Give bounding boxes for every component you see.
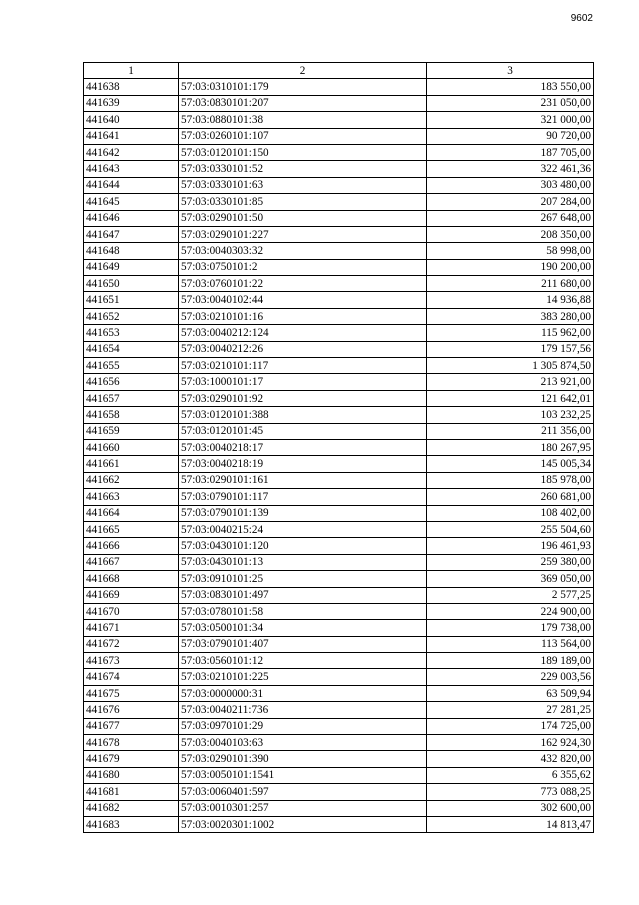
row-number-cell: 441653 [84, 325, 179, 341]
table-row [84, 669, 594, 685]
table-row [84, 685, 594, 701]
cadastral-number-cell: 57:03:0790101:407 [179, 636, 427, 652]
row-number-cell: 441646 [84, 210, 179, 226]
cadastral-number-cell: 57:03:0210101:117 [179, 358, 427, 374]
cadastral-number-cell: 57:03:0040303:32 [179, 243, 427, 259]
cadastral-number-cell: 57:03:0880101:38 [179, 112, 427, 128]
table-row [84, 325, 594, 341]
cadastral-number-cell: 57:03:0330101:85 [179, 194, 427, 210]
row-number-cell: 441642 [84, 144, 179, 160]
cadastral-value-cell: 103 232,25 [427, 407, 594, 423]
table-row [84, 718, 594, 734]
table-row [84, 177, 594, 193]
row-number-cell: 441682 [84, 800, 179, 816]
cadastral-value-cell: 1 305 874,50 [427, 358, 594, 374]
cadastral-number-cell: 57:03:0290101:390 [179, 751, 427, 767]
cadastral-value-cell: 322 461,36 [427, 161, 594, 177]
row-number-cell: 441662 [84, 472, 179, 488]
row-number-cell: 441650 [84, 276, 179, 292]
cadastral-value-cell: 183 550,00 [427, 79, 594, 95]
cadastral-value-cell: 90 720,00 [427, 128, 594, 144]
row-number-cell: 441667 [84, 554, 179, 570]
cadastral-value-cell: 321 000,00 [427, 112, 594, 128]
cadastral-value-cell: 108 402,00 [427, 505, 594, 521]
cadastral-value-cell: 6 355,62 [427, 767, 594, 783]
row-number-cell: 441680 [84, 767, 179, 783]
cadastral-number-cell: 57:03:0970101:29 [179, 718, 427, 734]
cadastral-value-cell: 260 681,00 [427, 489, 594, 505]
table-row [84, 554, 594, 570]
row-number-cell: 441673 [84, 653, 179, 669]
row-number-cell: 441655 [84, 358, 179, 374]
cadastral-number-cell: 57:03:0560101:12 [179, 653, 427, 669]
cadastral-value-cell: 121 642,01 [427, 390, 594, 406]
cadastral-value-cell: 58 998,00 [427, 243, 594, 259]
row-number-cell: 441659 [84, 423, 179, 439]
cadastral-number-cell: 57:03:0830101:207 [179, 95, 427, 111]
row-number-cell: 441672 [84, 636, 179, 652]
cadastral-value-cell: 259 380,00 [427, 554, 594, 570]
table-row [84, 341, 594, 357]
cadastral-value-cell: 162 924,30 [427, 735, 594, 751]
table-row [84, 276, 594, 292]
cadastral-number-cell: 57:03:0210101:16 [179, 308, 427, 324]
row-number-cell: 441681 [84, 784, 179, 800]
table-row [84, 767, 594, 783]
table-row [84, 308, 594, 324]
cadastral-value-cell: 229 003,56 [427, 669, 594, 685]
cadastral-number-cell: 57:03:0790101:139 [179, 505, 427, 521]
table-row [84, 636, 594, 652]
cadastral-number-cell: 57:03:0290101:92 [179, 390, 427, 406]
table-row [84, 505, 594, 521]
table-row [84, 243, 594, 259]
row-number-cell: 441658 [84, 407, 179, 423]
row-number-cell: 441641 [84, 128, 179, 144]
cadastral-number-cell: 57:03:0750101:2 [179, 259, 427, 275]
row-number-cell: 441676 [84, 702, 179, 718]
table-row [84, 390, 594, 406]
row-number-cell: 441645 [84, 194, 179, 210]
table-row [84, 603, 594, 619]
cadastral-number-cell: 57:03:0040218:19 [179, 456, 427, 472]
cadastral-number-cell: 57:03:0830101:497 [179, 587, 427, 603]
cadastral-value-cell: 208 350,00 [427, 226, 594, 242]
cadastral-number-cell: 57:03:0290101:50 [179, 210, 427, 226]
cadastral-value-cell: 174 725,00 [427, 718, 594, 734]
cadastral-number-cell: 57:03:0260101:107 [179, 128, 427, 144]
row-number-cell: 441677 [84, 718, 179, 734]
table-row [84, 79, 594, 95]
table-row [84, 735, 594, 751]
cadastral-number-cell: 57:03:1000101:17 [179, 374, 427, 390]
cadastral-number-cell: 57:03:0040103:63 [179, 735, 427, 751]
cadastral-value-cell: 189 189,00 [427, 653, 594, 669]
row-number-cell: 441644 [84, 177, 179, 193]
table-row [84, 292, 594, 308]
cadastral-number-cell: 57:03:0330101:63 [179, 177, 427, 193]
cadastral-value-cell: 185 978,00 [427, 472, 594, 488]
cadastral-number-cell: 57:03:0060401:597 [179, 784, 427, 800]
cadastral-value-cell: 115 962,00 [427, 325, 594, 341]
row-number-cell: 441678 [84, 735, 179, 751]
cadastral-value-cell: 187 705,00 [427, 144, 594, 160]
cadastral-number-cell: 57:03:0120101:150 [179, 144, 427, 160]
cadastral-value-cell: 2 577,25 [427, 587, 594, 603]
row-number-cell: 441638 [84, 79, 179, 95]
row-number-cell: 441643 [84, 161, 179, 177]
row-number-cell: 441648 [84, 243, 179, 259]
table-row [84, 95, 594, 111]
cadastral-value-cell: 231 050,00 [427, 95, 594, 111]
cadastral-value-table [83, 62, 594, 833]
cadastral-value-cell: 179 157,56 [427, 341, 594, 357]
row-number-cell: 441668 [84, 571, 179, 587]
table-row [84, 226, 594, 242]
cadastral-number-cell: 57:03:0210101:225 [179, 669, 427, 685]
row-number-cell: 441674 [84, 669, 179, 685]
table-row [84, 210, 594, 226]
table-row [84, 521, 594, 537]
table-row [84, 472, 594, 488]
cadastral-value-cell: 224 900,00 [427, 603, 594, 619]
cadastral-number-cell: 57:03:0000000:31 [179, 685, 427, 701]
cadastral-value-cell: 383 280,00 [427, 308, 594, 324]
row-number-cell: 441640 [84, 112, 179, 128]
cadastral-number-cell: 57:03:0330101:52 [179, 161, 427, 177]
table-row [84, 653, 594, 669]
row-number-cell: 441665 [84, 521, 179, 537]
cadastral-number-cell: 57:03:0120101:45 [179, 423, 427, 439]
column-header-2: 2 [179, 63, 427, 79]
row-number-cell: 441669 [84, 587, 179, 603]
row-number-cell: 441639 [84, 95, 179, 111]
cadastral-value-cell: 196 461,93 [427, 538, 594, 554]
row-number-cell: 441647 [84, 226, 179, 242]
cadastral-number-cell: 57:03:0310101:179 [179, 79, 427, 95]
row-number-cell: 441651 [84, 292, 179, 308]
cadastral-number-cell: 57:03:0120101:388 [179, 407, 427, 423]
page-number: 9602 [570, 13, 593, 24]
row-number-cell: 441664 [84, 505, 179, 521]
cadastral-number-cell: 57:03:0290101:161 [179, 472, 427, 488]
cadastral-value-cell: 211 356,00 [427, 423, 594, 439]
cadastral-number-cell: 57:03:0430101:120 [179, 538, 427, 554]
table-row [84, 489, 594, 505]
cadastral-number-cell: 57:03:0020301:1002 [179, 816, 427, 832]
table-row [84, 423, 594, 439]
table-row [84, 816, 594, 832]
cadastral-value-cell: 213 921,00 [427, 374, 594, 390]
cadastral-number-cell: 57:03:0040211:736 [179, 702, 427, 718]
cadastral-value-cell: 63 509,94 [427, 685, 594, 701]
table-row [84, 571, 594, 587]
cadastral-number-cell: 57:03:0040102:44 [179, 292, 427, 308]
cadastral-value-cell: 179 738,00 [427, 620, 594, 636]
table-row [84, 144, 594, 160]
table-row [84, 587, 594, 603]
table-row [84, 702, 594, 718]
row-number-cell: 441675 [84, 685, 179, 701]
table-row [84, 456, 594, 472]
table-body [84, 79, 594, 833]
column-header-1: 1 [84, 63, 179, 79]
cadastral-number-cell: 57:03:0430101:13 [179, 554, 427, 570]
row-number-cell: 441666 [84, 538, 179, 554]
cadastral-value-cell: 303 480,00 [427, 177, 594, 193]
row-number-cell: 441670 [84, 603, 179, 619]
cadastral-value-cell: 180 267,95 [427, 439, 594, 455]
table-row [84, 751, 594, 767]
row-number-cell: 441683 [84, 816, 179, 832]
cadastral-number-cell: 57:03:0050101:1541 [179, 767, 427, 783]
table-row [84, 161, 594, 177]
table-row [84, 800, 594, 816]
row-number-cell: 441652 [84, 308, 179, 324]
cadastral-value-cell: 14 813,47 [427, 816, 594, 832]
row-number-cell: 441656 [84, 374, 179, 390]
table-row [84, 194, 594, 210]
row-number-cell: 441663 [84, 489, 179, 505]
table-row [84, 407, 594, 423]
row-number-cell: 441660 [84, 439, 179, 455]
cadastral-number-cell: 57:03:0790101:117 [179, 489, 427, 505]
cadastral-number-cell: 57:03:0290101:227 [179, 226, 427, 242]
table-row [84, 784, 594, 800]
table-row [84, 538, 594, 554]
cadastral-value-cell: 369 050,00 [427, 571, 594, 587]
cadastral-value-cell: 207 284,00 [427, 194, 594, 210]
cadastral-value-cell: 145 005,34 [427, 456, 594, 472]
cadastral-number-cell: 57:03:0040212:124 [179, 325, 427, 341]
table-row [84, 112, 594, 128]
table-row [84, 374, 594, 390]
row-number-cell: 441671 [84, 620, 179, 636]
cadastral-number-cell: 57:03:0040218:17 [179, 439, 427, 455]
cadastral-number-cell: 57:03:0910101:25 [179, 571, 427, 587]
cadastral-value-cell: 255 504,60 [427, 521, 594, 537]
row-number-cell: 441679 [84, 751, 179, 767]
cadastral-value-cell: 302 600,00 [427, 800, 594, 816]
cadastral-number-cell: 57:03:0010301:257 [179, 800, 427, 816]
cadastral-value-cell: 14 936,88 [427, 292, 594, 308]
row-number-cell: 441661 [84, 456, 179, 472]
cadastral-value-cell: 113 564,00 [427, 636, 594, 652]
cadastral-value-cell: 190 200,00 [427, 259, 594, 275]
cadastral-number-cell: 57:03:0040212:26 [179, 341, 427, 357]
row-number-cell: 441654 [84, 341, 179, 357]
cadastral-number-cell: 57:03:0500101:34 [179, 620, 427, 636]
table-row [84, 439, 594, 455]
table-row [84, 358, 594, 374]
row-number-cell: 441657 [84, 390, 179, 406]
row-number-cell: 441649 [84, 259, 179, 275]
cadastral-value-cell: 267 648,00 [427, 210, 594, 226]
cadastral-value-cell: 432 820,00 [427, 751, 594, 767]
cadastral-number-cell: 57:03:0760101:22 [179, 276, 427, 292]
table-row [84, 620, 594, 636]
table-header-row [84, 63, 594, 79]
column-header-3: 3 [427, 63, 594, 79]
cadastral-number-cell: 57:03:0040215:24 [179, 521, 427, 537]
cadastral-value-cell: 773 088,25 [427, 784, 594, 800]
table-row [84, 128, 594, 144]
cadastral-value-cell: 27 281,25 [427, 702, 594, 718]
table-row [84, 259, 594, 275]
cadastral-number-cell: 57:03:0780101:58 [179, 603, 427, 619]
cadastral-value-cell: 211 680,00 [427, 276, 594, 292]
